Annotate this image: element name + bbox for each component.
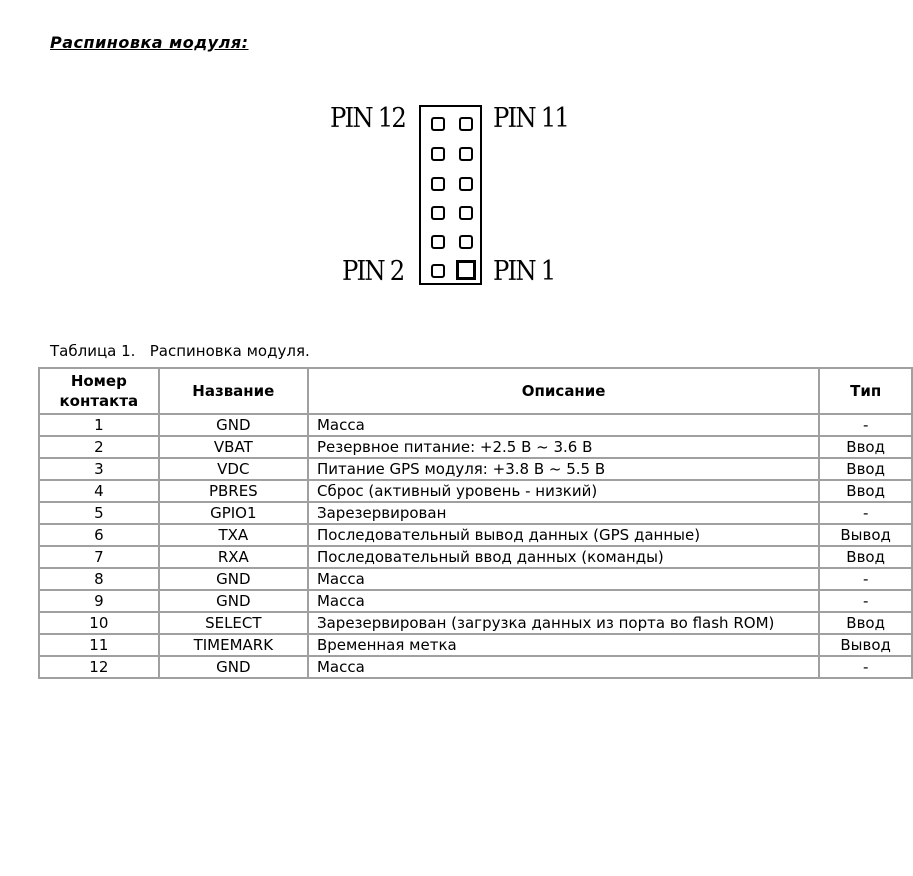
pin-number-cell: 6 <box>39 524 159 546</box>
pin-name-cell: VDC <box>159 458 308 480</box>
header-type: Тип <box>819 368 912 414</box>
pinout-table <box>38 367 913 679</box>
description-cell: Масса <box>308 568 819 590</box>
pin-number-cell: 12 <box>39 656 159 678</box>
pin-name-cell: GND <box>159 568 308 590</box>
pin-number-cell: 8 <box>39 568 159 590</box>
pin1-square-pad <box>456 260 476 280</box>
table-row <box>39 458 912 480</box>
pin-name-cell: GPIO1 <box>159 502 308 524</box>
table-row <box>39 612 912 634</box>
pin-pad <box>431 264 445 278</box>
description-cell: Сброс (активный уровень - низкий) <box>308 480 819 502</box>
pin2-label: PIN 2 <box>342 256 404 287</box>
pin-number-cell: 5 <box>39 502 159 524</box>
pin-number-cell: 10 <box>39 612 159 634</box>
pin-number-cell: 9 <box>39 590 159 612</box>
description-cell: Масса <box>308 590 819 612</box>
pin-name-cell: TXA <box>159 524 308 546</box>
pin11-label: PIN 11 <box>493 103 569 134</box>
pin-number-cell: 1 <box>39 414 159 436</box>
pinout-diagram <box>328 100 588 295</box>
pin-name-cell: GND <box>159 414 308 436</box>
table-row <box>39 502 912 524</box>
type-cell: Вывод <box>819 524 912 546</box>
description-cell: Последовательный вывод данных (GPS данные) <box>308 524 819 546</box>
header-description: Описание <box>308 368 819 414</box>
table-row <box>39 480 912 502</box>
type-cell: - <box>819 502 912 524</box>
table-row <box>39 414 912 436</box>
pin1-label: PIN 1 <box>493 256 555 287</box>
pin-pad <box>431 117 445 131</box>
pin-name-cell: GND <box>159 590 308 612</box>
header-number: Номер контакта <box>39 368 159 414</box>
pin-pad <box>431 147 445 161</box>
description-cell: Временная метка <box>308 634 819 656</box>
pin12-label: PIN 12 <box>330 103 406 134</box>
pin-name-cell: TIMEMARK <box>159 634 308 656</box>
connector-outline <box>419 105 482 285</box>
table-row <box>39 524 912 546</box>
type-cell: - <box>819 656 912 678</box>
table-row <box>39 546 912 568</box>
pin-pad <box>459 235 473 249</box>
description-cell: Резервное питание: +2.5 В ~ 3.6 В <box>308 436 819 458</box>
type-cell: Ввод <box>819 480 912 502</box>
table-row <box>39 568 912 590</box>
pin-pad <box>431 206 445 220</box>
type-cell: Вывод <box>819 634 912 656</box>
pin-name-cell: VBAT <box>159 436 308 458</box>
header-name: Название <box>159 368 308 414</box>
pin-number-cell: 4 <box>39 480 159 502</box>
description-cell: Питание GPS модуля: +3.8 В ~ 5.5 В <box>308 458 819 480</box>
pin-number-cell: 11 <box>39 634 159 656</box>
pin-number-cell: 2 <box>39 436 159 458</box>
type-cell: - <box>819 590 912 612</box>
type-cell: Ввод <box>819 546 912 568</box>
type-cell: Ввод <box>819 458 912 480</box>
type-cell: - <box>819 568 912 590</box>
pin-name-cell: RXA <box>159 546 308 568</box>
pin-pad <box>459 147 473 161</box>
pin-name-cell: GND <box>159 656 308 678</box>
type-cell: Ввод <box>819 436 912 458</box>
table-row <box>39 436 912 458</box>
table-header-row <box>39 368 912 414</box>
type-cell: - <box>819 414 912 436</box>
table-row <box>39 634 912 656</box>
type-cell: Ввод <box>819 612 912 634</box>
description-cell: Масса <box>308 656 819 678</box>
description-cell: Масса <box>308 414 819 436</box>
pin-pad <box>431 235 445 249</box>
pin-number-cell: 3 <box>39 458 159 480</box>
description-cell: Зарезервирован (загрузка данных из порта во flash ROM) <box>308 612 819 634</box>
pin-pad <box>459 206 473 220</box>
table-row <box>39 590 912 612</box>
table-row <box>39 656 912 678</box>
pin-pad <box>459 177 473 191</box>
pin-name-cell: SELECT <box>159 612 308 634</box>
pin-number-cell: 7 <box>39 546 159 568</box>
section-heading: Распиновка модуля: <box>50 33 249 52</box>
description-cell: Зарезервирован <box>308 502 819 524</box>
pin-pad <box>431 177 445 191</box>
pin-pad <box>459 117 473 131</box>
table-caption: Таблица 1. Распиновка модуля. <box>50 342 310 360</box>
pin-name-cell: PBRES <box>159 480 308 502</box>
description-cell: Последовательный ввод данных (команды) <box>308 546 819 568</box>
